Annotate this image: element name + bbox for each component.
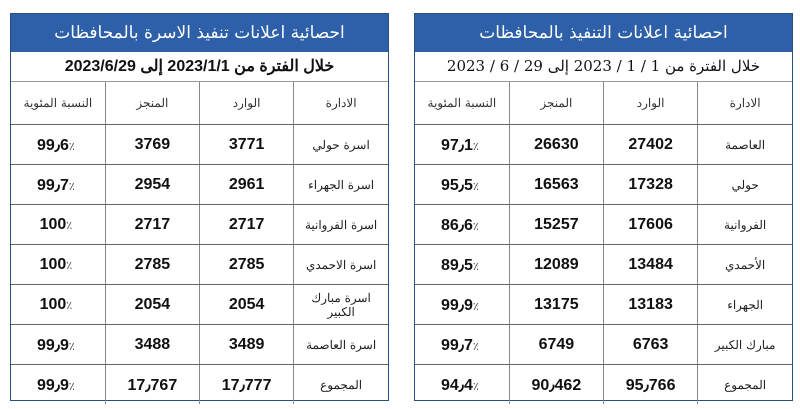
done-cell: 2717 (105, 205, 199, 245)
percentage-cell (415, 205, 509, 245)
table-row (11, 165, 388, 205)
percentage-cell (11, 125, 105, 165)
table-row (415, 165, 792, 205)
percentage-value: 97٫1 (440, 136, 473, 154)
received-cell: 17٫777 (200, 365, 294, 405)
col-header-received: الوارد (604, 82, 698, 125)
table-row (415, 125, 792, 165)
department-cell: اسرة الاحمدي (294, 245, 388, 285)
percent-sign: ٪ (66, 299, 73, 312)
received-cell: 2961 (200, 165, 294, 205)
percent-sign: ٪ (66, 219, 73, 232)
percentage-cell (415, 125, 509, 165)
done-cell: 15257 (509, 205, 603, 245)
received-cell: 3489 (200, 325, 294, 365)
percent-sign: ٪ (472, 380, 479, 393)
percent-sign: ٪ (472, 260, 479, 273)
department-cell: اسرة حولي (294, 125, 388, 165)
panel-title: احصائية اعلانات التنفيذ بالمحافظات (415, 14, 792, 52)
percent-sign: ٪ (472, 140, 479, 153)
done-cell: 16563 (509, 165, 603, 205)
department-cell: الأحمدي (698, 245, 792, 285)
percentage-value: 99٫9 (36, 376, 69, 394)
table-row (11, 205, 388, 245)
department-cell: حولي (698, 165, 792, 205)
period-line: خلال الفترة من 1 / 1 / 2023 إلى 29 / 6 / 2023 (415, 52, 792, 82)
percentage-cell (11, 365, 105, 405)
percent-sign: ٪ (68, 140, 75, 153)
done-cell: 3488 (105, 325, 199, 365)
period-line: خلال الفترة من 2023/1/1 إلى 2023/6/29 (11, 52, 388, 82)
department-cell: مبارك الكبير (698, 325, 792, 365)
received-cell: 3771 (200, 125, 294, 165)
col-header-percentage: النسبة المئوية (11, 82, 105, 125)
done-cell: 90٫462 (509, 365, 603, 405)
percentage-value: 100 (39, 255, 67, 273)
percentage-value: 94٫4 (440, 376, 473, 394)
received-cell: 17606 (604, 205, 698, 245)
percentage-value: 100 (39, 295, 67, 313)
table-header-row (11, 82, 388, 125)
percentage-value: 99٫6 (36, 136, 69, 154)
percentage-cell (11, 205, 105, 245)
percentage-value: 100 (39, 215, 67, 233)
table-row (415, 365, 792, 405)
received-cell: 6763 (604, 325, 698, 365)
stats-table (11, 82, 388, 404)
percentage-cell (11, 285, 105, 325)
department-cell: الجهراء (698, 285, 792, 325)
received-cell: 27402 (604, 125, 698, 165)
done-cell: 17٫767 (105, 365, 199, 405)
percentage-cell (11, 245, 105, 285)
percentage-cell (415, 245, 509, 285)
department-cell: اسرة مبارك الكبير (294, 285, 388, 325)
received-cell: 17328 (604, 165, 698, 205)
done-cell: 13175 (509, 285, 603, 325)
percentage-cell (415, 165, 509, 205)
received-cell: 2785 (200, 245, 294, 285)
table-row (11, 365, 388, 405)
table-row (415, 245, 792, 285)
table-row (415, 205, 792, 245)
percent-sign: ٪ (472, 180, 479, 193)
percentage-cell (415, 285, 509, 325)
department-cell: المجموع (698, 365, 792, 405)
percentage-cell (11, 325, 105, 365)
received-cell: 13484 (604, 245, 698, 285)
department-cell: اسرة العاصمة (294, 325, 388, 365)
percent-sign: ٪ (472, 300, 479, 313)
received-cell: 2717 (200, 205, 294, 245)
governorate-execution-stats-panel (414, 13, 793, 401)
received-cell: 13183 (604, 285, 698, 325)
table-row (11, 125, 388, 165)
percentage-cell (11, 165, 105, 205)
col-header-department: الادارة (698, 82, 792, 125)
table-row (415, 285, 792, 325)
done-cell: 2785 (105, 245, 199, 285)
percentage-value: 86٫6 (440, 216, 473, 234)
col-header-department: الادارة (294, 82, 388, 125)
family-execution-stats-panel (10, 13, 389, 401)
table-row (11, 245, 388, 285)
percentage-value: 99٫9 (36, 336, 69, 354)
table-row (11, 285, 388, 325)
department-cell: اسرة الجهراء (294, 165, 388, 205)
table-header-row (415, 82, 792, 125)
percentage-value: 99٫9 (440, 296, 473, 314)
percentage-cell (415, 325, 509, 365)
department-cell: العاصمة (698, 125, 792, 165)
department-cell: الفروانية (698, 205, 792, 245)
percentage-cell (415, 365, 509, 405)
received-cell: 95٫766 (604, 365, 698, 405)
done-cell: 3769 (105, 125, 199, 165)
percent-sign: ٪ (66, 259, 73, 272)
percent-sign: ٪ (68, 340, 75, 353)
percentage-value: 99٫7 (36, 176, 69, 194)
done-cell: 6749 (509, 325, 603, 365)
col-header-received: الوارد (200, 82, 294, 125)
percent-sign: ٪ (472, 340, 479, 353)
percentage-value: 99٫7 (440, 336, 473, 354)
percentage-value: 89٫5 (440, 256, 473, 274)
percent-sign: ٪ (472, 220, 479, 233)
percentage-value: 95٫5 (440, 176, 473, 194)
done-cell: 12089 (509, 245, 603, 285)
panel-title: احصائية اعلانات تنفيذ الاسرة بالمحافظات (11, 14, 388, 52)
table-row (11, 325, 388, 365)
department-cell: المجموع (294, 365, 388, 405)
done-cell: 26630 (509, 125, 603, 165)
stats-table (415, 82, 792, 404)
table-row (415, 325, 792, 365)
col-header-done: المنجز (105, 82, 199, 125)
done-cell: 2054 (105, 285, 199, 325)
percent-sign: ٪ (68, 380, 75, 393)
col-header-done: المنجز (509, 82, 603, 125)
received-cell: 2054 (200, 285, 294, 325)
percent-sign: ٪ (68, 180, 75, 193)
col-header-percentage: النسبة المئوية (415, 82, 509, 125)
department-cell: اسرة الفروانية (294, 205, 388, 245)
done-cell: 2954 (105, 165, 199, 205)
